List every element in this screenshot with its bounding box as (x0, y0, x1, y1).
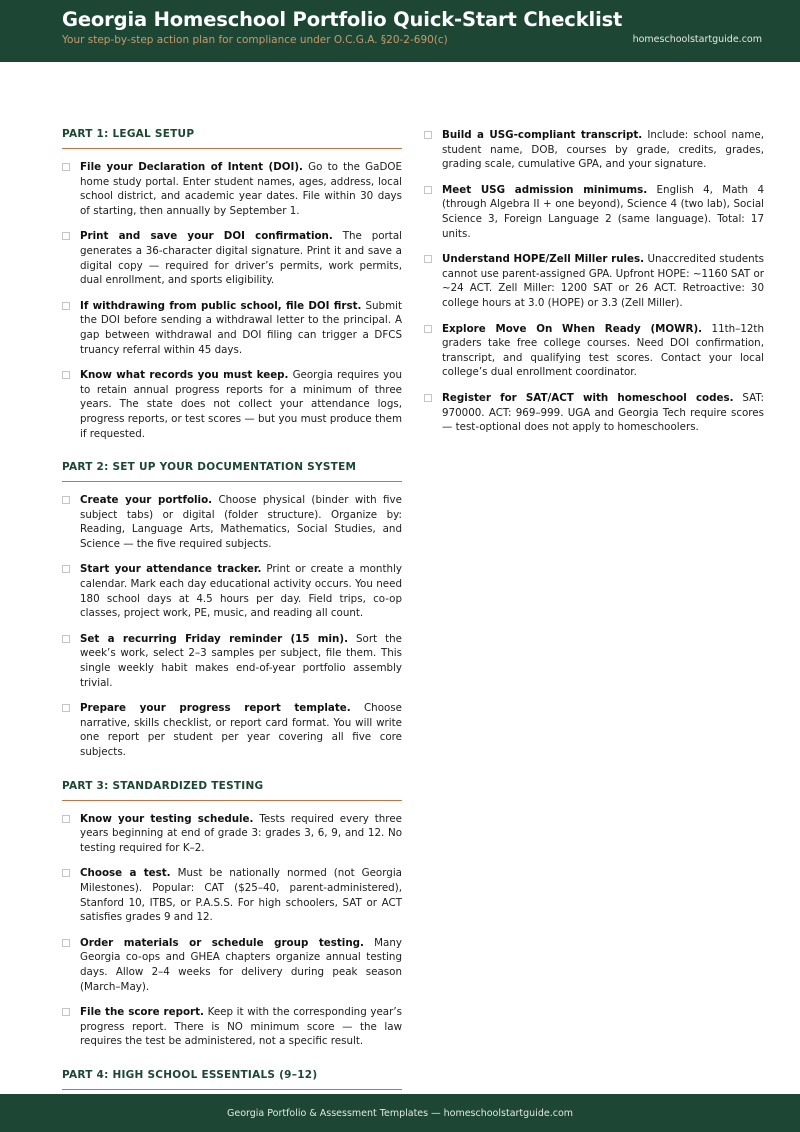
right-column (424, 128, 764, 1094)
checkbox-icon[interactable] (62, 565, 70, 573)
checkbox-icon[interactable] (62, 939, 70, 947)
checklist-item-body: English 4, Math 4 (through Algebra II + one beyond), Science 4 (two lab), Social Science 3, Foreign Language 2 (same language). Total: 17 units. (442, 183, 764, 240)
checklist-item-body: Choose narrative, skills checklist, or report card format. You will write one report per student per year covering all five core subjects. (80, 702, 402, 758)
checklist-item-body: 11th–12th graders take free college courses. Need DOI confirmation, transcript, and qualifying test scores. Contact your local college’s dual enrollment coordinator. (442, 322, 764, 379)
checklist-item[interactable] (424, 391, 764, 435)
page-header (0, 0, 800, 62)
checklist-item[interactable] (62, 229, 402, 287)
page-title: Georgia Homeschool Portfolio Quick-Start Checklist (62, 8, 623, 31)
checklist-item-body: SAT: 970000. ACT: 969–999. UGA and Georgia Tech require scores — test-optional does not apply to homeschoolers. (442, 391, 764, 434)
checkbox-icon[interactable] (424, 394, 432, 402)
checklist-item-body: Georgia requires you to retain annual progress reports for a minimum of three years. The state does not collect your attendance logs, progress reports, or test scores — but you must produce them if requested. (80, 369, 402, 440)
checklist-section (62, 128, 402, 441)
checklist-item-lead: Start your attendance tracker. (80, 563, 262, 576)
checklist-item-body: Keep it with the corresponding year’s progress report. There is NO minimum score — the law requires the test be administered, not a specific result. (80, 1006, 402, 1048)
checklist-item[interactable] (62, 701, 402, 759)
checklist-item[interactable] (424, 322, 764, 380)
section-divider (62, 148, 402, 149)
checklist-item[interactable] (62, 160, 402, 218)
checkbox-icon[interactable] (424, 131, 432, 139)
checklist-item-lead: Know your testing schedule. (80, 812, 254, 825)
checklist-item-lead: Set a recurring Friday reminder (15 min). (80, 632, 348, 645)
checklist-item-body: Sort the week’s work, select 2–3 samples per subject, file them. This single weekly habit makes end-of-year portfolio assembly trivial. (80, 632, 402, 689)
checklist-item[interactable] (62, 493, 402, 551)
checklist-section (62, 1069, 402, 1090)
checkbox-icon[interactable] (62, 815, 70, 823)
checklist-item[interactable] (62, 866, 402, 924)
checklist-item[interactable] (62, 936, 402, 994)
checklist-item[interactable] (62, 1005, 402, 1049)
checklist-item-lead: Choose a test. (80, 867, 171, 880)
checkbox-icon[interactable] (424, 325, 432, 333)
section-heading: PART 2: SET UP YOUR DOCUMENTATION SYSTEM (62, 461, 357, 474)
left-column (62, 128, 402, 1094)
checklist-item[interactable] (62, 812, 402, 856)
checklist-item-body: Tests required every three years beginning at end of grade 3: grades 3, 6, 9, and 12. No testing required for K–2. (80, 812, 402, 854)
checklist-item[interactable] (62, 368, 402, 441)
section-divider (62, 800, 402, 801)
checklist-item-lead: Meet USG admission minimums. (442, 183, 648, 196)
checklist-item-lead: Prepare your progress report template. (80, 702, 351, 715)
checklist-item[interactable] (424, 128, 764, 172)
checkbox-icon[interactable] (62, 704, 70, 712)
checklist-item-lead: Create your portfolio. (80, 494, 213, 507)
section-heading: PART 3: STANDARDIZED TESTING (62, 779, 264, 792)
checklist-item[interactable] (62, 562, 402, 620)
checklist-item-lead: Order materials or schedule group testing. (80, 936, 364, 949)
section-heading: PART 1: LEGAL SETUP (62, 128, 195, 140)
checklist-item[interactable] (424, 183, 764, 241)
section-divider (62, 1089, 402, 1090)
checkbox-icon[interactable] (424, 186, 432, 194)
checklist-item-body: Include: school name, student name, DOB, courses by grade, credits, grades, grading scale, cumulative GPA, and your signature. (442, 129, 764, 171)
checkbox-icon[interactable] (62, 302, 70, 310)
checklist-item-list (62, 812, 402, 1049)
section-heading: PART 4: HIGH SCHOOL ESSENTIALS (9–12) (62, 1068, 318, 1081)
checklist-item-body: Many Georgia co-ops and GHEA chapters organize annual testing days. Allow 2–4 weeks for delivery during peak season (March–May). (80, 936, 402, 993)
checkbox-icon[interactable] (62, 635, 70, 643)
checklist-item-body: Unaccredited students cannot use parent-assigned GPA. Upfront HOPE: ~1160 SAT or ~24 ACT. Zell Miller: 1200 SAT or 26 ACT. Retroactive: 30 college hours at 3.0 (HOPE) or 3.3 (Zell Miller). (442, 253, 764, 309)
header-site-url: homeschoolstartguide.com (632, 34, 762, 45)
checklist-item[interactable] (424, 252, 764, 310)
checkbox-icon[interactable] (62, 232, 70, 240)
checklist-item-list (424, 128, 764, 435)
checkbox-icon[interactable] (424, 255, 432, 263)
checklist-item-lead: Build a USG-compliant transcript. (442, 129, 643, 141)
page-footer (0, 1094, 800, 1132)
checklist-item[interactable] (62, 632, 402, 690)
checklist-item-body: Choose physical (binder with five subject tabs) or digital (folder structure). Organize by: Reading, Language Arts, Mathematics, Social Studies, and Science — the five required subjects. (80, 494, 402, 550)
section-divider (62, 481, 402, 482)
checklist-item-lead: Understand HOPE/Zell Miller rules. (442, 253, 645, 266)
checkbox-icon[interactable] (62, 163, 70, 171)
checklist-item-lead: File the score report. (80, 1006, 204, 1019)
checklist-item-lead: Register for SAT/ACT with homeschool codes. (442, 391, 734, 404)
checklist-item-body: Must be nationally normed (not Georgia Milestones). Popular: CAT ($25–40, parent-administered), Stanford 10, ITBS, or P.A.S.S. For high schoolers, SAT or ACT satisfies grades 9 and 12. (80, 867, 402, 924)
checklist-item-lead: Explore Move On When Ready (MOWR). (442, 322, 703, 335)
page-subtitle: Your step-by-step action plan for compliance under O.C.G.A. §20-2-690(c) (62, 34, 448, 46)
checklist-item-body: Submit the DOI before sending a withdrawal letter to the principal. A gap between withdrawal and DOI filing can trigger a DFCS truancy referral within 45 days. (80, 299, 402, 356)
checklist-item-lead: File your Declaration of Intent (DOI). (80, 161, 303, 173)
checkbox-icon[interactable] (62, 371, 70, 379)
checklist-section (62, 461, 402, 760)
footer-text: Georgia Portfolio & Assessment Templates — homeschoolstartguide.com (226, 1107, 574, 1119)
checklist-item-body: The portal generates a 36-character digital signature. Print it and save a digital copy — required for driver’s permits, work permits, dual enrollment, and sports eligibility. (80, 230, 402, 287)
checklist-item-lead: Know what records you must keep. (80, 369, 289, 382)
checkbox-icon[interactable] (62, 496, 70, 504)
checklist-item-body: Go to the GaDOE home study portal. Enter student names, ages, address, local school district, and academic year dates. File within 30 days of starting, then annually by September 1. (80, 161, 402, 217)
checklist-item-lead: If withdrawing from public school, file DOI first. (80, 299, 362, 312)
checklist-item-list (62, 160, 402, 441)
checklist-section (62, 780, 402, 1049)
content-area (0, 62, 800, 1094)
checkbox-icon[interactable] (62, 1008, 70, 1016)
checklist-item-list (62, 493, 402, 760)
checklist-item-lead: Print and save your DOI confirmation. (80, 230, 333, 243)
checklist-item-body: Print or create a monthly calendar. Mark each day educational activity occurs. You need 180 school days at 4.5 hours per day. Field trips, co-op classes, project work, PE, music, and reading all count. (80, 563, 402, 620)
checkbox-icon[interactable] (62, 869, 70, 877)
checklist-item[interactable] (62, 299, 402, 357)
